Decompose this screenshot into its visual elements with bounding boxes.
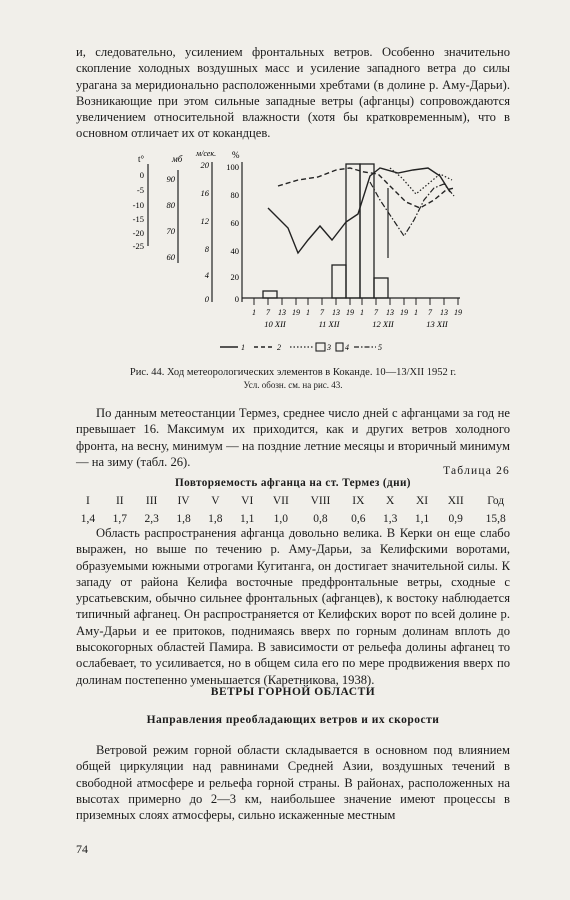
- date-label: 12 XII: [372, 319, 394, 329]
- table-cell: 1,1: [240, 513, 255, 525]
- legend-label: 5: [378, 343, 382, 352]
- table-header-cell: I: [86, 495, 90, 507]
- legend-label: 2: [277, 343, 281, 352]
- subsection-heading: Направления преобладающих ветров и их скорости: [146, 714, 440, 726]
- legend-label: 3: [327, 343, 331, 352]
- table-header-cell: Год: [487, 495, 505, 507]
- pressure-tick: 80: [166, 200, 175, 210]
- hour-label: 13: [332, 308, 340, 317]
- pressure-tick: 70: [166, 226, 175, 236]
- wind-bar: [332, 265, 346, 298]
- wind-bar: [263, 291, 277, 298]
- wind-tick: 16: [200, 188, 209, 198]
- table-cell: 1,8: [208, 513, 223, 525]
- table-cell: 15,8: [485, 513, 506, 525]
- legend-label: 1: [241, 343, 245, 352]
- hour-label: 7: [374, 308, 378, 317]
- chart-legend: [220, 343, 382, 352]
- table-header-cell: VIII: [310, 495, 331, 507]
- table-header-cell: VII: [272, 495, 289, 507]
- hour-label: 13: [386, 308, 394, 317]
- hour-label: 7: [428, 308, 432, 317]
- humidity-tick: 40: [230, 246, 239, 256]
- humidity-tick: 0: [234, 294, 239, 304]
- pressure-tick: 60: [166, 252, 175, 262]
- figure-44: [128, 148, 478, 364]
- table-cell: 1,3: [383, 513, 398, 525]
- date-label: 11 XII: [318, 319, 340, 329]
- pressure-curve: [370, 182, 454, 236]
- table-header-cell: V: [211, 495, 220, 507]
- temp-tick: -25: [132, 241, 144, 251]
- table-cell: 0,9: [448, 513, 463, 525]
- page-number: 74: [76, 842, 88, 856]
- table-cell: 0,6: [351, 513, 366, 525]
- table-title: Повторяемость афганца на ст. Термез (дни): [175, 477, 411, 489]
- section-heading: ВЕТРЫ ГОРНОЙ ОБЛАСТИ: [210, 686, 376, 698]
- wind-tick: 0: [204, 294, 209, 304]
- wind-tick: 12: [200, 216, 209, 226]
- humidity-tick: 80: [230, 190, 239, 200]
- temp-tick: -10: [132, 200, 144, 210]
- hour-label: 1: [252, 308, 256, 317]
- humidity-unit: %: [232, 150, 240, 160]
- table-header-cell: III: [145, 495, 158, 507]
- paragraph-termez: По данным метеостанции Термез, среднее число дней с афганцами за год не превышает 16. Максимум их приходится, как и других ветров холодного фронта, на весну, минимум — на поздние летние месяцы и вторичный минимум — на зиму (табл. 26).: [76, 406, 510, 469]
- pressure-tick: 90: [166, 174, 175, 184]
- table-header-cell: II: [115, 495, 124, 507]
- paragraph-mountain-winds: Ветровой режим горной области складывается в основном под влиянием общей циркуляции над равнинами Средней Азии, воздушных течений в свободной атмосфере и рельефа горной страны. В районах, расположенных на высотах примерно до 2—3 км, наибольшее значение имеют процессы в приземных слоях атмосферы, сильно искаженные местным: [76, 743, 510, 823]
- hour-label: 19: [454, 308, 462, 317]
- table-cell: 0,8: [313, 513, 328, 525]
- temp-tick: 0: [139, 170, 144, 180]
- humidity-tick: 60: [230, 218, 239, 228]
- wind-tick: 8: [204, 244, 209, 254]
- table-header-cell: X: [386, 495, 395, 507]
- date-label: 13 XII: [426, 319, 448, 329]
- wind-tick: 4: [204, 270, 209, 280]
- meteorological-chart: [128, 148, 478, 364]
- hour-label: 19: [292, 308, 300, 317]
- legend-label: 4: [345, 343, 349, 352]
- caption-note: Усл. обозн. см. на рис. 43.: [243, 380, 343, 390]
- table-cell: 2,3: [144, 513, 159, 525]
- hour-label: 1: [306, 308, 310, 317]
- wind-bar: [374, 278, 388, 298]
- temp-tick: -5: [136, 185, 144, 195]
- table-header-cell: XII: [447, 495, 464, 507]
- hour-label: 7: [320, 308, 324, 317]
- hour-label: 7: [266, 308, 270, 317]
- hour-label: 19: [346, 308, 354, 317]
- humidity-tick: 100: [226, 162, 239, 172]
- temp-unit: t°: [138, 154, 145, 164]
- table-header-cell: XI: [416, 495, 429, 507]
- table-cell: 1,8: [176, 513, 191, 525]
- hour-label: 1: [414, 308, 418, 317]
- table-cell: 1,0: [273, 513, 289, 525]
- table-header-cell: VI: [241, 495, 254, 507]
- date-label: 10 XII: [264, 319, 286, 329]
- hour-label: 1: [360, 308, 364, 317]
- humidity-tick: 20: [230, 272, 239, 282]
- caption-text: Рис. 44. Ход метеорологических элементов в Коканде. 10—13/XII 1952 г.: [129, 367, 457, 378]
- wind-tick: 20: [200, 160, 209, 170]
- table-number: Таблица 26: [443, 465, 510, 477]
- wind-bar: [346, 164, 360, 298]
- afghanets-frequency-table: [72, 492, 518, 528]
- paragraph-intro: и, следовательно, усилением фронтальных ветров. Особенно значительно скопление холодных воздушных масс и усиление западного ветра до силы урагана за меридионально расположенными хребтами (в долине р. Аму-Дарьи). Возникающие при этом сильные западные ветры (афганцы) сопровождаются увеличением относительной влажности (хотя бы кратковременным), что в основном отличает их от кокандцев.: [76, 45, 510, 141]
- pressure-unit: мб: [172, 154, 183, 164]
- table-cell: 1,7: [112, 513, 127, 525]
- table-cell: 1,4: [80, 513, 96, 525]
- figure-caption: [76, 366, 510, 392]
- temp-tick: -15: [132, 214, 144, 224]
- table-cell: 1,1: [414, 513, 430, 525]
- hour-label: 13: [278, 308, 286, 317]
- temp-tick: -20: [132, 228, 144, 238]
- wind-unit: м/сек.: [196, 149, 217, 158]
- hour-label: 13: [440, 308, 448, 317]
- table-header-cell: IV: [177, 495, 190, 507]
- paragraph-distribution: Область распространения афганца довольно велика. В Керки он еще слабо выражен, но выше по течению р. Аму-Дарьи, за Келифскими воротами, образуемыми южными отрогами Кугитанга, он достигает значительной силы. К западу от района Келифа восточные предфронтальные ветры, сходные с урсатьевским, обычно сильнее фронтальных (афганцев), к востоку наблюдается типичный афганец. Он распространяется от Келифских ворот по всей долине р. Аму-Дарьи и ее притоков, поднимаясь вверх по горным долинам вплоть до высокогорных областей Памира. В зависимости от рельефа долины афганец то ослабевает, то усиливается, но в общем сила его по мере продвижения вверх по долинам постепенно уменьшается (Каретникова, 1938).: [76, 526, 510, 687]
- hour-label: 19: [400, 308, 408, 317]
- table-header-row: [72, 492, 518, 510]
- table-header-cell: IX: [352, 495, 365, 507]
